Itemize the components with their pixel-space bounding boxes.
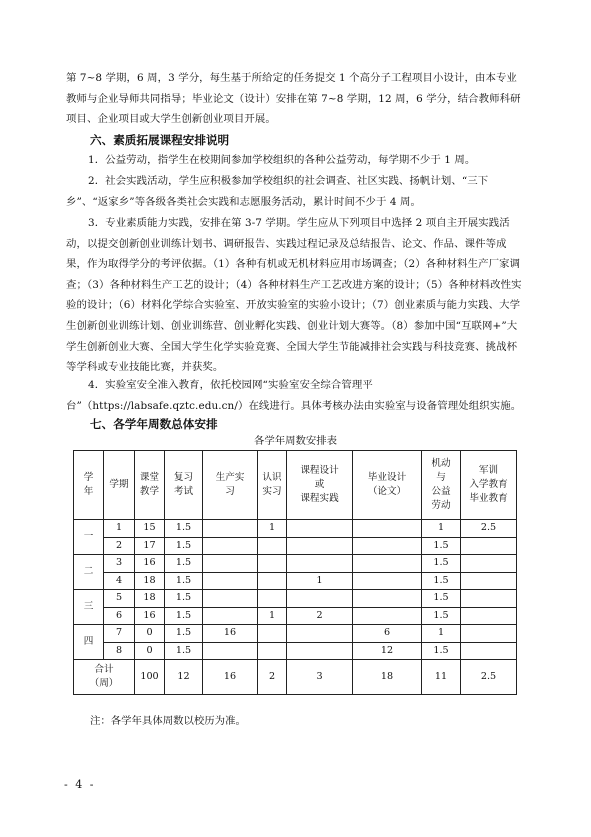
table-cell: 1.5 <box>422 607 461 625</box>
table-cell: 1 <box>287 572 353 590</box>
page-number: - 4 - <box>64 778 96 791</box>
table-cell: 17 <box>135 537 165 555</box>
paragraph-public-labor: 1．公益劳动，指学生在校期间参加学校组织的各种公益劳动，每学期不少于 1 周。 <box>88 154 476 166</box>
total-cell: 100 <box>135 660 165 695</box>
table-cell: 1.5 <box>165 625 203 643</box>
table-cell: 1.5 <box>165 607 203 625</box>
table-cell: 18 <box>135 590 165 608</box>
header-military: 军训 入学教育 毕业教育 <box>461 451 517 520</box>
table-cell: 16 <box>203 625 258 643</box>
table-cell: 1.5 <box>422 537 461 555</box>
weeks-schedule-table <box>73 450 517 695</box>
table-cell <box>353 607 422 625</box>
table-cell <box>287 625 353 643</box>
total-cell: 16 <box>203 660 258 695</box>
table-cell: 1.5 <box>422 555 461 573</box>
table-cell <box>203 555 258 573</box>
header-thesis: 毕业设计 （论文） <box>353 451 422 520</box>
table-cell <box>461 642 517 660</box>
year-cell: 三 <box>74 590 104 625</box>
total-cell: 3 <box>287 660 353 695</box>
term-cell: 6 <box>104 607 135 625</box>
table-cell: 15 <box>135 520 165 538</box>
table-cell <box>203 642 258 660</box>
table-caption: 各学年周数安排表 <box>253 435 338 447</box>
table-cell: 1.5 <box>165 642 203 660</box>
year-cell: 一 <box>74 520 104 555</box>
header-term: 学期 <box>104 451 135 520</box>
table-cell <box>258 590 287 608</box>
table-cell <box>258 572 287 590</box>
table-row <box>74 590 517 608</box>
table-cell: 1.5 <box>165 520 203 538</box>
header-cognition: 认识 实习 <box>258 451 287 520</box>
table-cell <box>461 625 517 643</box>
header-flex: 机动 与 公益 劳动 <box>422 451 461 520</box>
table-cell <box>258 625 287 643</box>
table-note: 注：各学年具体周数以校历为准。 <box>90 715 246 727</box>
table-cell <box>353 590 422 608</box>
term-cell: 1 <box>104 520 135 538</box>
table-cell: 1.5 <box>165 555 203 573</box>
table-cell: 1.5 <box>422 642 461 660</box>
total-cell: 12 <box>165 660 203 695</box>
section-heading-7: 七、各学年周数总体安排 <box>90 417 218 431</box>
paragraph-lab-safety: 4．实验室安全准入教育，依托校园网“实验室安全综合管理平台”（https://labsafe.qztc.edu.cn/）在线进行。具体考核办法由实验室与设备管理处组织实施。 <box>66 379 522 412</box>
table-cell <box>258 642 287 660</box>
table-cell <box>287 642 353 660</box>
table-cell <box>461 572 517 590</box>
table-cell <box>461 537 517 555</box>
table-row <box>74 520 517 538</box>
table-row <box>74 555 517 573</box>
table-cell <box>258 555 287 573</box>
table-cell <box>203 607 258 625</box>
table-cell <box>461 607 517 625</box>
table-cell <box>258 537 287 555</box>
table-cell <box>287 537 353 555</box>
table-cell <box>203 572 258 590</box>
term-cell: 5 <box>104 590 135 608</box>
table-cell: 0 <box>135 642 165 660</box>
table-header-row <box>74 451 517 520</box>
table-cell: 16 <box>135 607 165 625</box>
term-cell: 3 <box>104 555 135 573</box>
header-course-design: 课程设计 或 课程实践 <box>287 451 353 520</box>
table-cell <box>461 590 517 608</box>
table-cell: 2 <box>287 607 353 625</box>
paragraph-professional-practice: 3．专业素质能力实践，安排在第 3-7 学期。学生应从下列项目中选择 2 项自主开展实践活动，以提交创新创业训练计划书、调研报告、实践过程记录及总结报告、论文、作品、课件等成果，作为取得学分的考评依据。（1）各种有机或无机材料应用市场调查；（2）各种材料生产厂家调查；（3）各种材料生产工艺的设计；（4）各种材料生产工艺改进方案的设计；（5）各种材料改性实验的设计；（6）材料化学综合实验室、开放实验室的实验小设计；（7）创业素质与能力实践、大学生创新创业训练计划、创业训练营、创业孵化实践、创业计划大赛等。（8）参加中国“互联网+”大学生创新创业大赛、全国大学生化学实验竞赛、全国大学生节能减排社会实践与科技竞赛、挑战杯等学科或专业技能比赛，并获奖。 <box>66 217 522 374</box>
table-cell <box>461 555 517 573</box>
table-cell: 12 <box>353 642 422 660</box>
year-cell: 四 <box>74 625 104 660</box>
table-cell <box>203 520 258 538</box>
table-cell <box>287 520 353 538</box>
term-cell: 4 <box>104 572 135 590</box>
table-total-row <box>74 660 517 695</box>
table-cell <box>203 590 258 608</box>
table-cell <box>353 520 422 538</box>
header-production: 生产实 习 <box>203 451 258 520</box>
table-cell: 1.5 <box>422 572 461 590</box>
table-cell: 1.5 <box>165 590 203 608</box>
header-review: 复习 考试 <box>165 451 203 520</box>
term-cell: 8 <box>104 642 135 660</box>
header-year: 学 年 <box>74 451 104 520</box>
table-cell <box>203 537 258 555</box>
table-row <box>74 537 517 555</box>
table-cell: 1 <box>422 520 461 538</box>
paragraph-social-practice: 2．社会实践活动，学生应积极参加学校组织的社会调查、社区实践、扬帆计划、“三下乡”、“返家乡”等各级各类社会实践和志愿服务活动，累计时间不少于 4 周。 <box>66 175 489 208</box>
table-cell: 16 <box>135 555 165 573</box>
total-label-cell: 合计 （周） <box>74 660 135 695</box>
table-cell <box>287 555 353 573</box>
section-heading-6: 六、素质拓展课程安排说明 <box>90 133 230 147</box>
table-row <box>74 642 517 660</box>
table-cell: 6 <box>353 625 422 643</box>
header-teaching: 课堂 教学 <box>135 451 165 520</box>
table-cell <box>353 572 422 590</box>
table-cell <box>353 555 422 573</box>
table-cell: 1 <box>258 520 287 538</box>
table-row <box>74 572 517 590</box>
total-cell: 18 <box>353 660 422 695</box>
total-cell: 2 <box>258 660 287 695</box>
table-cell <box>353 537 422 555</box>
table-cell <box>287 590 353 608</box>
paragraph-practice-arrangement: 第 7~8 学期，6 周，3 学分，每生基于所给定的任务提交 1 个高分子工程项目小设计，由本专业教师与企业导师共同指导；毕业论文（设计）安排在第 7~8 学期，12 周，6 学分，结合教师科研项目、企业项目或大学生创新创业项目开展。 <box>66 72 521 126</box>
table-cell: 1 <box>258 607 287 625</box>
total-cell: 11 <box>422 660 461 695</box>
table-cell: 2.5 <box>461 520 517 538</box>
table-row <box>74 607 517 625</box>
table-row <box>74 625 517 643</box>
table-cell: 1.5 <box>422 590 461 608</box>
table-cell: 1 <box>422 625 461 643</box>
table-cell: 18 <box>135 572 165 590</box>
table-cell: 1.5 <box>165 537 203 555</box>
term-cell: 7 <box>104 625 135 643</box>
year-cell: 二 <box>74 555 104 590</box>
total-cell: 2.5 <box>461 660 517 695</box>
term-cell: 2 <box>104 537 135 555</box>
table-cell: 0 <box>135 625 165 643</box>
table-cell: 1.5 <box>165 572 203 590</box>
